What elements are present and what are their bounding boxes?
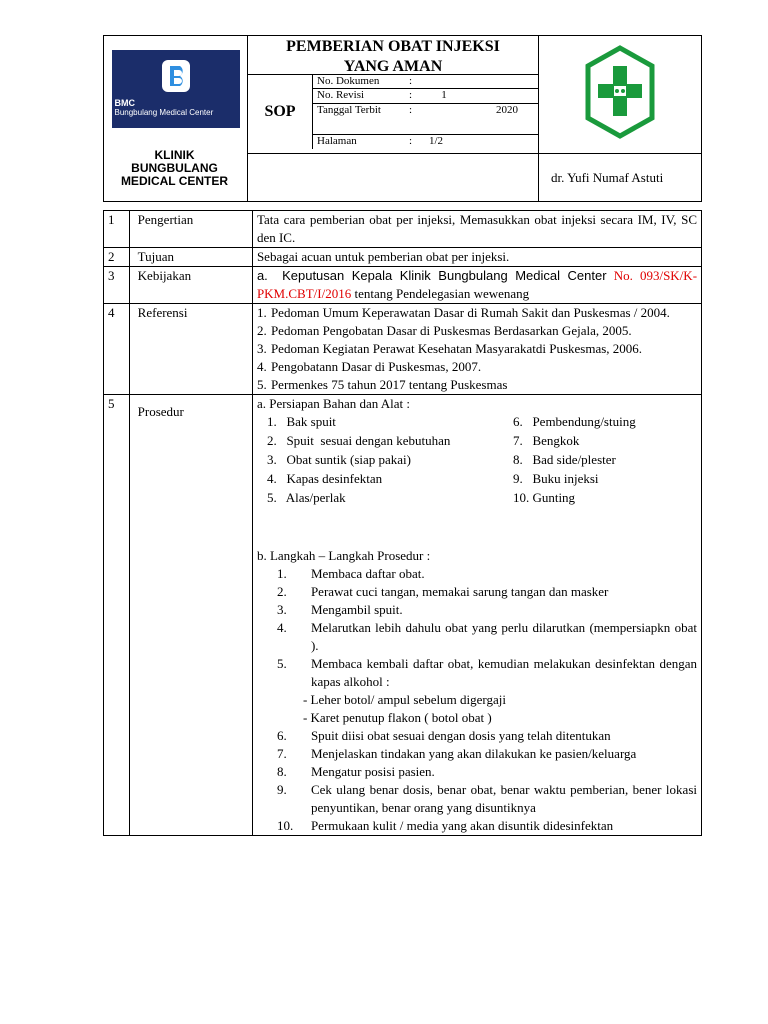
list-text: Pedoman Pengobatan Dasar di Puskesmas Berdasarkan Gejala, 2005. xyxy=(270,323,632,338)
list-number: 5. xyxy=(276,656,287,671)
tool-item: 5. Alas/perlak xyxy=(266,490,346,505)
row-label: Prosedur xyxy=(129,395,252,836)
list-item xyxy=(257,601,697,619)
title-block xyxy=(248,36,539,154)
sop-label: SOP xyxy=(248,75,313,149)
list-number: 7. xyxy=(276,746,287,761)
list-item xyxy=(257,745,697,763)
list-text: Mengambil spuit. xyxy=(310,602,403,617)
row-label: Tujuan xyxy=(129,248,252,267)
list-number: 1. xyxy=(276,566,287,581)
list-text: Pedoman Kegiatan Perawat Kesehatan Masyarakatdi Puskesmas, 2006. xyxy=(270,341,643,356)
list-item xyxy=(257,781,697,817)
bmc-logo xyxy=(112,50,240,128)
doctor-name: dr. Yufi Numaf Astuti xyxy=(539,154,702,202)
pengertian-text: Tata cara pemberian obat per injeksi, Memasukkan obat injeksi secara IM, IV, SC den IC. xyxy=(252,211,701,248)
list-item xyxy=(257,340,697,358)
doc-title: PEMBERIAN OBAT INJEKSI YANG AMAN xyxy=(248,36,538,75)
list-item: - Karet penutup flakon ( botol obat ) xyxy=(302,710,492,725)
doc-meta: No. Dokumen : No. Revisi : 1 Tanggal Terbit : 2020 Halaman : 1/2 xyxy=(313,75,538,149)
row-number: 4 xyxy=(104,304,130,395)
list-number: 1. xyxy=(256,305,267,320)
list-item xyxy=(257,304,697,322)
tool-item: 8. Bad side/plester xyxy=(512,452,616,467)
list-text: Permukaan kulit / media yang akan disuntik didesinfektan xyxy=(310,818,614,833)
list-text: Permenkes 75 tahun 2017 tentang Puskesmas xyxy=(270,377,508,392)
puskesmas-cross-icon xyxy=(539,36,701,148)
list-number: 4. xyxy=(256,359,267,374)
row-label: Kebijakan xyxy=(129,267,252,304)
list-item xyxy=(257,376,697,394)
list-number: 4. xyxy=(276,620,287,635)
row-number: 5 xyxy=(104,395,130,836)
puskesmas-logo-cell xyxy=(539,36,702,154)
list-item xyxy=(257,727,697,745)
tool-item: 3. Obat suntik (siap pakai) xyxy=(266,452,411,467)
tool-item: 2. Spuit sesuai dengan kebutuhan xyxy=(266,433,451,448)
tool-item: 7. Bengkok xyxy=(512,433,580,448)
prosedur-a-title: a. Persiapan Bahan dan Alat : xyxy=(256,396,411,411)
list-number: 6. xyxy=(276,728,287,743)
tool-item: 1. Bak spuit xyxy=(266,414,336,429)
divider xyxy=(247,148,248,196)
list-text: Mengatur posisi pasien. xyxy=(310,764,435,779)
list-item xyxy=(257,565,697,583)
row-number: 2 xyxy=(104,248,130,267)
logo-name: Bungbulang Medical Center xyxy=(114,108,214,117)
row-number: 1 xyxy=(104,211,130,248)
list-text: Melarutkan lebih dahulu obat yang perlu dilarutkan (mempersiapkn obat ). xyxy=(310,620,697,653)
sop-body xyxy=(103,210,702,836)
list-text: Spuit diisi obat sesuai dengan dosis yang telah ditentukan xyxy=(310,728,611,743)
tool-item: 10. Gunting xyxy=(512,490,576,505)
list-text: Membaca kembali daftar obat, kemudian melakukan desinfektan dengan kapas alkohol : xyxy=(310,656,697,689)
clinic-label: KLINIK BUNGBULANG MEDICAL CENTER xyxy=(120,148,229,188)
list-item: - Leher botol/ ampul sebelum digergaji xyxy=(302,692,506,707)
tujuan-text: Sebagai acuan untuk pemberian obat per injeksi. xyxy=(252,248,701,267)
list-number: 3. xyxy=(256,341,267,356)
clinic-name xyxy=(248,154,539,202)
row-number: 3 xyxy=(104,267,130,304)
list-item xyxy=(257,763,697,781)
list-item xyxy=(257,583,697,601)
list-text: Pengobatann Dasar di Puskesmas, 2007. xyxy=(270,359,482,374)
list-text: Menjelaskan tindakan yang akan dilakukan ke pasien/keluarga xyxy=(310,746,637,761)
tool-item: 4. Kapas desinfektan xyxy=(266,471,383,486)
list-number: 5. xyxy=(256,377,267,392)
referensi-list xyxy=(252,304,701,395)
prosedur-content xyxy=(252,395,701,836)
list-number: 2. xyxy=(256,323,267,338)
row-label: Referensi xyxy=(129,304,252,395)
tool-item: 9. Buku injeksi xyxy=(512,471,599,486)
list-number: 8. xyxy=(276,764,287,779)
list-text: Membaca daftar obat. xyxy=(310,566,425,581)
kebijakan-text: a. Keputusan Kepala Klinik Bungbulang Medical Center No. 093/SK/K-PKM.CBT/I/2016 tentang Pendelegasian wewenang xyxy=(252,267,701,304)
list-item xyxy=(257,358,697,376)
prosedur-b-title: b. Langkah – Langkah Prosedur : xyxy=(256,548,431,563)
list-number: 10. xyxy=(276,818,294,833)
tools-list xyxy=(257,413,697,507)
list-number: 2. xyxy=(276,584,287,599)
list-number: 9. xyxy=(276,782,287,797)
list-item xyxy=(257,655,697,691)
list-item xyxy=(257,619,697,655)
list-text: Cek ulang benar dosis, benar obat, benar waktu pemberian, bener lokasi penyuntikan, benar orang yang disuntiknya xyxy=(310,782,697,815)
list-item xyxy=(257,817,697,835)
tool-item: 6. Pembendung/stuing xyxy=(512,414,636,429)
logo-abbr: BMC xyxy=(114,98,135,108)
list-text: Perawat cuci tangan, memakai sarung tangan dan masker xyxy=(310,584,609,599)
list-text: Pedoman Umum Keperawatan Dasar di Rumah Sakit dan Puskesmas / 2004. xyxy=(270,305,670,320)
row-label: Pengertian xyxy=(129,211,252,248)
list-number: 3. xyxy=(276,602,287,617)
list-item xyxy=(257,322,697,340)
